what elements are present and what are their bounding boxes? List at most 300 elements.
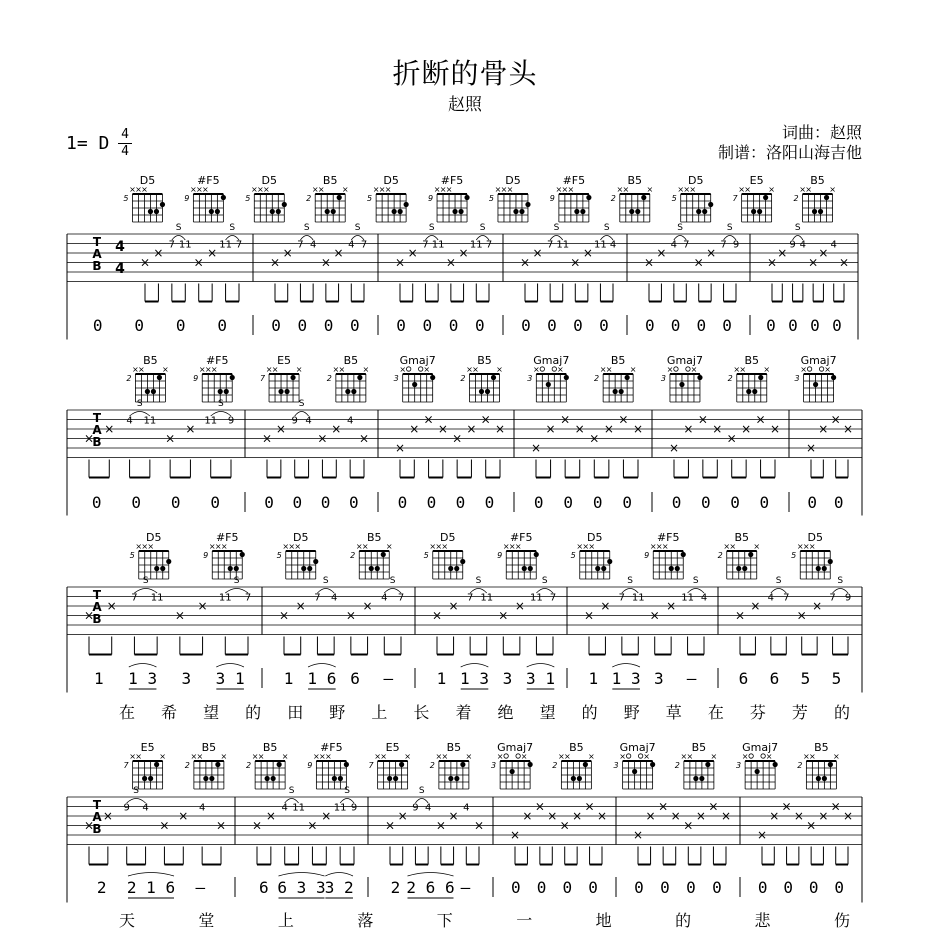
jianpu-note: 6 xyxy=(350,669,360,688)
tab-muted-note: × xyxy=(532,246,543,260)
jianpu-note: – xyxy=(686,669,697,688)
tab-fret-number: 7 xyxy=(618,592,626,604)
tab-clef-letter: B xyxy=(92,822,102,836)
tab-muted-note: × xyxy=(394,255,406,270)
chord-mute-mark: × xyxy=(441,542,449,551)
tab-muted-note: × xyxy=(693,255,704,270)
chord-mute-mark: × xyxy=(680,752,688,761)
tab-muted-note: × xyxy=(668,441,680,455)
tab-fret-number: 4 xyxy=(142,802,149,814)
tab-clef-letter: A xyxy=(92,810,102,824)
chord-finger-dot xyxy=(479,389,484,394)
chord-finger-dot xyxy=(345,389,350,394)
chord-mute-mark: × xyxy=(423,365,431,374)
chord-fret-number: 5 xyxy=(276,551,282,560)
jianpu-tie xyxy=(461,664,489,668)
jianpu-note: 1 3 xyxy=(460,669,489,688)
tab-muted-note: × xyxy=(720,809,732,823)
jianpu-note: 0 xyxy=(349,493,359,512)
chord-name: B5 xyxy=(627,174,643,187)
jianpu-note: 1 3 xyxy=(128,669,158,688)
chord-finger-dot xyxy=(824,195,829,200)
tab-muted-note: × xyxy=(102,809,113,823)
chord-diagram-gmaj7 xyxy=(527,354,569,402)
chord-finger-dot xyxy=(209,776,214,781)
jianpu-note: 3 1 xyxy=(215,669,245,688)
chord-finger-dot xyxy=(276,209,281,214)
tab-muted-note: × xyxy=(670,809,681,823)
tab-muted-note: × xyxy=(307,818,318,833)
jianpu-note: 0 xyxy=(323,316,334,335)
chord-name: D5 xyxy=(505,174,521,187)
jianpu-note: 0 xyxy=(562,878,573,897)
chord-mute-mark: × xyxy=(317,185,325,194)
chord-name: D5 xyxy=(146,531,162,544)
chord-mute-mark: × xyxy=(256,185,264,194)
tab-muted-note: × xyxy=(805,441,817,455)
chord-name: E5 xyxy=(749,174,764,187)
tab-muted-note: × xyxy=(362,599,373,613)
slide-mark: S xyxy=(794,223,801,233)
chord-mute-mark: × xyxy=(661,542,669,551)
chord-finger-dot xyxy=(746,389,751,394)
chord-mute-mark: × xyxy=(384,185,392,194)
chord-fret-number: 3 xyxy=(736,761,742,770)
tab-muted-note: × xyxy=(83,431,95,446)
tab-muted-note: × xyxy=(207,246,218,260)
tab-muted-note: × xyxy=(534,799,545,814)
lyric-char: 绝 xyxy=(497,703,514,722)
chord-finger-dot xyxy=(224,389,229,394)
tab-muted-note: × xyxy=(643,255,655,270)
chord-mute-mark: × xyxy=(135,542,143,551)
tab-muted-note: × xyxy=(777,246,788,260)
chord-name: Gmaj7 xyxy=(800,354,837,367)
jianpu-note: 0 xyxy=(422,316,433,335)
jianpu-note: 1 3 xyxy=(611,669,641,688)
credit-lyrics-composer: 词曲：赵照 xyxy=(781,123,862,142)
chord-finger-dot xyxy=(344,762,349,767)
chord-mute-mark: × xyxy=(576,542,584,551)
tab-muted-note: × xyxy=(734,608,746,623)
time-signature-bottom: 4 xyxy=(121,144,129,159)
chord-finger-dot xyxy=(696,209,701,214)
tab-fret-number: 7 xyxy=(829,592,836,604)
jianpu-note: 0 xyxy=(833,493,844,512)
chord-finger-dot xyxy=(369,566,374,571)
chord-mute-mark: × xyxy=(616,185,624,194)
chord-finger-dot xyxy=(742,566,747,571)
chord-diagram-gmaj7 xyxy=(614,741,656,789)
jianpu-note: 0 xyxy=(297,316,308,335)
tab-muted-note: × xyxy=(269,255,281,270)
jianpu-note: 0 xyxy=(573,316,583,335)
chord-mute-mark: × xyxy=(190,752,198,761)
chord-finger-dot xyxy=(513,209,518,214)
chord-mute-mark: × xyxy=(532,365,540,374)
tab-muted-note: × xyxy=(683,422,694,436)
jianpu-note: 0 xyxy=(757,878,768,897)
jianpu-note: 1 xyxy=(94,669,104,688)
slide-mark: S xyxy=(288,786,295,796)
jianpu-note: 0 xyxy=(645,316,655,335)
chord-mute-mark: × xyxy=(753,542,761,551)
jianpu-note: 0 xyxy=(712,878,722,897)
tab-fret-number: 11 xyxy=(480,592,494,604)
chord-mute-mark: × xyxy=(429,542,437,551)
jianpu-note: 0 xyxy=(292,493,303,512)
tab-muted-note: × xyxy=(769,422,781,436)
slide-mark: S xyxy=(603,223,610,233)
chord-fret-number: 2 xyxy=(246,761,252,770)
lyric-char: 天 xyxy=(118,911,136,930)
tab-muted-note: × xyxy=(321,809,332,823)
tab-muted-note: × xyxy=(750,599,761,613)
jianpu-note: 0 xyxy=(455,493,466,512)
chord-finger-dot xyxy=(282,202,287,207)
chord-fret-number: 2 xyxy=(674,761,680,770)
chord-mute-mark: × xyxy=(435,542,443,551)
chord-name: #F5 xyxy=(656,531,680,544)
jianpu-note: 0 xyxy=(350,316,360,335)
tab-fret-number: 11 xyxy=(204,415,218,427)
chord-name: #F5 xyxy=(197,174,220,187)
jianpu-note: 0 xyxy=(426,493,437,512)
chord-fret-number: 3 xyxy=(491,761,497,770)
chord-finger-dot xyxy=(702,209,707,214)
chord-finger-dot xyxy=(448,776,453,781)
chord-diagram-sharp-f5 xyxy=(203,531,245,579)
chord-mute-mark: × xyxy=(683,185,691,194)
chord-mute-mark: × xyxy=(824,365,831,374)
jianpu-tie xyxy=(325,873,353,877)
lyric-char: 芳 xyxy=(791,703,808,722)
chord-finger-dot xyxy=(337,195,342,200)
tab-fret-number: 7 xyxy=(783,592,790,604)
chord-mute-mark: × xyxy=(220,752,228,761)
chord-finger-dot xyxy=(454,776,459,781)
chord-finger-dot xyxy=(632,769,637,774)
chord-finger-dot xyxy=(151,389,156,394)
chord-finger-dot xyxy=(822,776,827,781)
slide-mark: S xyxy=(479,223,486,233)
tab-muted-note: × xyxy=(458,246,469,260)
chord-mute-mark: × xyxy=(445,185,453,194)
chord-mute-mark: × xyxy=(588,752,595,761)
jianpu-note: 1 xyxy=(588,669,599,688)
chord-diagram-b5 xyxy=(246,741,288,789)
chord-finger-dot xyxy=(693,776,698,781)
jianpu-note: – xyxy=(460,878,471,897)
tab-muted-note: × xyxy=(448,599,459,613)
slide-mark: S xyxy=(475,576,482,586)
chord-mute-mark: × xyxy=(739,365,747,374)
chord-finger-dot xyxy=(215,762,220,767)
chord-diagram-sharp-f5 xyxy=(644,531,686,579)
chord-finger-dot xyxy=(265,776,270,781)
chord-finger-dot xyxy=(831,375,836,380)
chord-fret-number: 2 xyxy=(460,374,466,383)
chord-finger-dot xyxy=(277,762,282,767)
slide-mark: S xyxy=(303,223,310,233)
chord-finger-dot xyxy=(828,762,833,767)
chord-diagram-b5 xyxy=(460,354,502,402)
chord-diagram-sharp-f5 xyxy=(307,741,349,789)
chord-diagram-b5 xyxy=(306,174,348,222)
lyric-char: 伤 xyxy=(833,911,851,930)
tab-muted-note: × xyxy=(331,422,342,436)
chord-mute-mark: × xyxy=(472,365,479,374)
chord-name: Gmaj7 xyxy=(619,741,656,754)
lyric-char: 野 xyxy=(623,703,640,722)
tab-muted-note: × xyxy=(818,422,829,436)
tab-muted-note: × xyxy=(838,255,850,270)
artist-name: 赵照 xyxy=(448,95,482,115)
chord-mute-mark: × xyxy=(294,542,302,551)
chord-name: B5 xyxy=(201,741,217,754)
tab-muted-note: × xyxy=(632,828,644,842)
chord-diagram-sharp-f5 xyxy=(550,174,592,222)
tab-fret-number: 11 xyxy=(218,592,232,604)
chord-name: E5 xyxy=(140,741,155,754)
chord-mute-mark: × xyxy=(689,185,697,194)
chord-diagram-d5 xyxy=(245,174,287,222)
chord-finger-dot xyxy=(816,566,821,571)
key-signature: 1= D xyxy=(66,133,110,154)
tab-fret-number: 7 xyxy=(683,239,690,251)
chord-fret-number: 9 xyxy=(203,551,209,560)
chord-finger-dot xyxy=(166,559,171,564)
jianpu-note: 6 3 3 xyxy=(277,878,326,897)
chord-mute-mark: × xyxy=(372,185,380,194)
tab-fret-number: 7 xyxy=(244,592,252,604)
chord-finger-dot xyxy=(510,769,515,774)
tab-fret-number: 9 xyxy=(789,239,796,251)
chord-name: B5 xyxy=(322,174,338,187)
slide-mark: S xyxy=(354,223,361,233)
chord-finger-dot xyxy=(822,566,827,571)
chord-mute-mark: × xyxy=(338,365,346,374)
jianpu-note: 0 xyxy=(521,316,531,335)
tab-muted-note: × xyxy=(514,599,525,613)
chord-mute-mark: × xyxy=(649,542,657,551)
chord-name: Gmaj7 xyxy=(742,741,779,754)
chord-finger-dot xyxy=(145,389,150,394)
chord-finger-dot xyxy=(812,209,817,214)
tab-muted-note: × xyxy=(278,608,290,623)
chord-finger-dot xyxy=(699,776,704,781)
chord-fret-number: 5 xyxy=(671,194,677,203)
chord-finger-dot xyxy=(452,209,457,214)
tab-muted-note: × xyxy=(522,809,533,823)
tab-clef-letter: A xyxy=(92,247,102,261)
tab-muted-note: × xyxy=(618,412,629,427)
chord-finger-dot xyxy=(399,762,404,767)
chord-mute-mark: × xyxy=(311,185,319,194)
slide-mark: S xyxy=(133,786,140,796)
chord-finger-dot xyxy=(148,209,153,214)
tab-fret-number: 7 xyxy=(131,592,138,604)
chord-name: Gmaj7 xyxy=(399,354,436,367)
chord-mute-mark: × xyxy=(129,185,136,194)
chord-fret-number: 5 xyxy=(123,194,129,203)
slide-mark: S xyxy=(142,576,149,586)
tab-muted-note: × xyxy=(165,431,176,446)
chord-finger-dot xyxy=(485,389,490,394)
tab-muted-note: × xyxy=(384,818,396,833)
chord-name: B5 xyxy=(477,354,492,367)
jianpu-note: 0 xyxy=(783,878,794,897)
chord-name: Gmaj7 xyxy=(497,741,534,754)
lyric-char: 望 xyxy=(203,703,220,722)
jianpu-note: 0 xyxy=(592,493,603,512)
chord-fret-number: 2 xyxy=(184,761,190,770)
lyric-char: 的 xyxy=(675,911,692,930)
chord-fret-number: 9 xyxy=(193,374,199,383)
chord-finger-dot xyxy=(607,559,612,564)
tab-muted-note: × xyxy=(333,246,344,260)
chord-fret-number: 2 xyxy=(610,194,616,203)
chord-diagram-e5 xyxy=(260,354,302,402)
tab-clef-letter: B xyxy=(92,435,102,449)
chord-mute-mark: × xyxy=(502,542,510,551)
chord-finger-dot xyxy=(331,209,336,214)
chord-finger-dot xyxy=(338,776,343,781)
jianpu-tie xyxy=(408,873,454,877)
chord-mute-mark: × xyxy=(129,752,136,761)
tab-clef-letter: T xyxy=(92,798,102,812)
slide-mark: S xyxy=(175,223,182,233)
slide-mark: S xyxy=(389,576,396,586)
jianpu-note: 1 6 xyxy=(307,669,337,688)
chord-mute-mark: × xyxy=(802,542,810,551)
chord-fret-number: 7 xyxy=(732,194,738,203)
tab-muted-note: × xyxy=(282,246,293,260)
chord-name: D5 xyxy=(587,531,603,544)
tab-fret-number: 4 xyxy=(463,802,470,814)
chord-fret-number: 2 xyxy=(350,551,356,560)
time-signature-top: 4 xyxy=(121,127,129,142)
jianpu-note: 0 xyxy=(722,316,732,335)
chord-fret-number: 7 xyxy=(123,761,129,770)
chord-mute-mark: × xyxy=(147,542,155,551)
chord-diagram-gmaj7 xyxy=(736,741,778,789)
jianpu-note: 1 xyxy=(436,669,447,688)
chord-finger-dot xyxy=(290,375,295,380)
slide-mark: S xyxy=(233,576,240,586)
tab-muted-note: × xyxy=(697,412,708,427)
chord-mute-mark: × xyxy=(220,542,228,551)
jianpu-note: 0 xyxy=(92,316,103,335)
tab-fret-number: 11 xyxy=(631,592,645,604)
chord-mute-mark: × xyxy=(362,365,370,374)
tab-muted-note: × xyxy=(559,818,570,833)
chord-finger-dot xyxy=(577,776,582,781)
chord-name: B5 xyxy=(744,354,760,367)
jianpu-note: 0 xyxy=(834,878,845,897)
slide-mark: S xyxy=(541,576,548,586)
chord-finger-dot xyxy=(357,375,362,380)
chord-mute-mark: × xyxy=(666,365,674,374)
tab-muted-note: × xyxy=(445,255,456,270)
jianpu-note: – xyxy=(383,669,394,688)
chord-mute-mark: × xyxy=(385,542,393,551)
chord-diagram-d5 xyxy=(791,531,833,579)
tab-fret-number: 11 xyxy=(143,415,157,427)
tab-muted-note: × xyxy=(666,599,677,613)
chord-mute-mark: × xyxy=(262,185,270,194)
chord-mute-mark: × xyxy=(138,365,145,374)
slide-mark: S xyxy=(775,576,782,586)
chord-finger-dot xyxy=(387,776,392,781)
chord-mute-mark: × xyxy=(564,752,571,761)
slide-mark: S xyxy=(229,223,236,233)
jianpu-note: 0 xyxy=(91,493,102,512)
tab-muted-note: × xyxy=(178,809,189,823)
chord-diagram-b5 xyxy=(350,531,392,579)
tab-fret-number: 4 xyxy=(381,592,388,604)
tab-muted-note: × xyxy=(197,599,208,613)
tab-muted-note: × xyxy=(261,431,273,446)
chord-mute-mark: × xyxy=(723,542,731,551)
chord-mute-mark: × xyxy=(202,185,209,194)
chord-mute-mark: × xyxy=(265,365,273,374)
tab-muted-note: × xyxy=(574,422,585,436)
chord-open-mark xyxy=(504,754,508,758)
tab-muted-note: × xyxy=(806,818,817,833)
tab-muted-note: × xyxy=(812,599,823,613)
tab-muted-note: × xyxy=(452,431,463,446)
slide-mark: S xyxy=(322,576,329,586)
chord-mute-mark: × xyxy=(313,752,320,761)
chord-finger-dot xyxy=(234,566,239,571)
chord-mute-mark: × xyxy=(599,365,607,374)
chord-finger-dot xyxy=(681,552,686,557)
slide-mark: S xyxy=(677,223,683,233)
jianpu-note: 0 xyxy=(536,878,547,897)
chord-mute-mark: × xyxy=(162,365,169,374)
chord-mute-mark: × xyxy=(250,185,258,194)
jianpu-note: 0 xyxy=(634,878,644,897)
tab-muted-note: × xyxy=(159,818,170,833)
tab-fret-number: 11 xyxy=(681,592,694,604)
chord-mute-mark: × xyxy=(251,752,259,761)
chord-finger-dot xyxy=(154,209,159,214)
lyric-char: 草 xyxy=(665,703,682,722)
tab-fret-number: 4 xyxy=(198,802,206,814)
tab-fret-number: 4 xyxy=(346,415,354,427)
song-title: 折断的骨头 xyxy=(392,57,538,90)
lyric-char: 长 xyxy=(413,703,430,722)
chord-open-mark xyxy=(552,367,556,371)
chord-diagram-sharp-f5 xyxy=(497,531,539,579)
lyric-char: 在 xyxy=(707,703,724,722)
tab-muted-note: × xyxy=(320,255,331,270)
jianpu-note: 2 6 6 xyxy=(406,878,455,897)
tab-muted-note: × xyxy=(830,412,841,427)
chord-finger-dot xyxy=(816,776,821,781)
jianpu-note: 3 1 xyxy=(526,669,555,688)
chord-name: #F5 xyxy=(440,174,464,187)
tab-muted-note: × xyxy=(603,422,614,436)
tab-muted-note: × xyxy=(545,422,556,436)
tab-muted-note: × xyxy=(185,422,196,436)
chord-finger-dot xyxy=(157,375,162,380)
chord-mute-mark: × xyxy=(135,752,142,761)
chord-diagram-gmaj7 xyxy=(794,354,836,402)
chord-fret-number: 9 xyxy=(184,194,190,203)
chord-name: #F5 xyxy=(215,531,239,544)
